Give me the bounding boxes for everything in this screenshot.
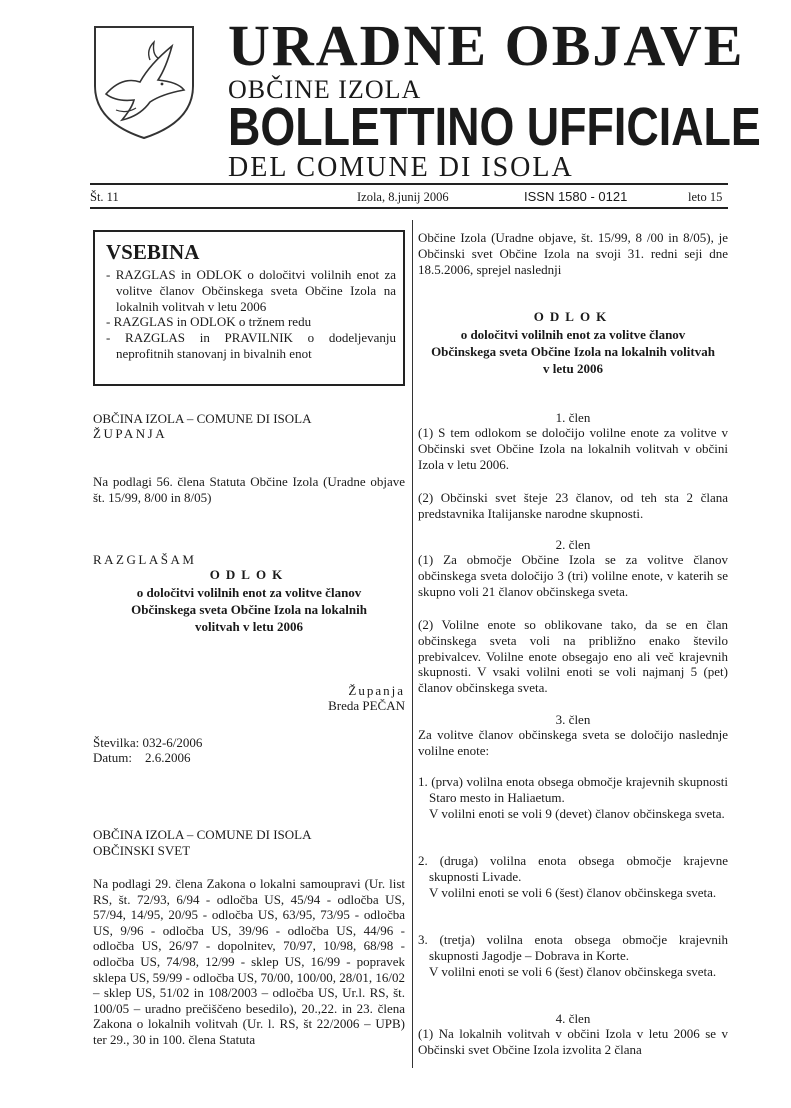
left-intro: Na podlagi 56. člena Statuta Občine Izola (Uradne objave št. 15/99, 8/00 in 8/05) <box>93 474 405 505</box>
municipal-crest-logo <box>92 24 196 141</box>
unit-1-area: 1. (prva) volilna enota obsega območje krajevnih skupnosti Staro mesto in Haliaetum. <box>418 774 728 805</box>
column-divider <box>412 220 413 1068</box>
issue-number: Št. 11 <box>90 190 119 204</box>
masthead-subtitle-sl: OBČINE IZOLA <box>228 75 422 104</box>
issue-year: leto 15 <box>688 190 723 204</box>
issue-place-date: Izola, 8.junij 2006 <box>357 190 449 204</box>
article-4-heading: 4. člen <box>555 1011 591 1026</box>
right-odlok-title: o določitvi volilnih enot za volitve članov Občinskega sveta Občine Izola na lokalnih volitvah v letu 2006 <box>431 327 715 376</box>
left-date: Datum: 2.6.2006 <box>93 750 191 765</box>
left-signer-name: Breda PEČAN <box>328 698 405 713</box>
left-razglasam: RAZGLAŠAM <box>93 552 197 567</box>
right-odlok-heading: ODLOK <box>533 309 613 324</box>
unit-1-members: V volilni enoti se voli 9 (devet) članov občinskega sveta. <box>429 806 725 821</box>
left-org2: OBČINA IZOLA – COMUNE DI ISOLA <box>93 827 312 842</box>
contents-item: - RAZGLAS in ODLOK o tržnem redu <box>106 314 312 330</box>
article-2-heading: 2. člen <box>555 537 591 552</box>
article-2-para-2: (2) Volilne enote so oblikovane tako, da se en član občinskega sveta voli na približno enako število prebivalcev. Volilne enote obsegajo eno ali več krajevnih skupnosti. V vsaki volilni enoti se voli najmanj 5 (pet) članov občinskega sveta. <box>418 617 728 696</box>
header-rule-top <box>90 183 728 185</box>
contents-item: - RAZGLAS in PRAVILNIK o dodeljevanju neprofitnih stanovanj in bivalnih enot <box>106 330 396 361</box>
left-org1: OBČINA IZOLA – COMUNE DI ISOLA <box>93 411 312 426</box>
article-4-para-1: (1) Na lokalnih volitvah v občini Izola v letu 2006 se v Občinski svet Občine Izola izvolita 2 člana <box>418 1026 728 1057</box>
unit-2-members: V volilni enoti se voli 6 (šest) članov občinskega sveta. <box>429 885 717 900</box>
left-number: Številka: 032-6/2006 <box>93 735 203 750</box>
masthead-subtitle-it: DEL COMUNE DI ISOLA <box>228 152 574 183</box>
unit-3-members: V volilni enoti se voli 6 (šest) članov občinskega sveta. <box>429 964 717 979</box>
left-odlok-heading: ODLOK <box>209 567 289 582</box>
left-org2-sub: OBČINSKI SVET <box>93 843 191 858</box>
article-3-heading: 3. člen <box>555 712 591 727</box>
article-2-para-1: (1) Za območje Občine Izola se za volitve članov občinskega sveta določijo 3 (tri) volilne enote, v katerih se skupno voli 21 članov občinskega sveta. <box>418 552 728 599</box>
masthead-title-it: BOLLETTINO UFFICIALE <box>228 97 761 157</box>
article-1-heading: 1. člen <box>555 410 591 425</box>
header-rule-bottom <box>90 207 728 209</box>
right-continuation: Občine Izola (Uradne objave, št. 15/99, 8 /00 in 8/05), je Občinski svet Občine Izola na svoji 31. redni seji dne 18.5.2006, sprejel naslednji <box>418 230 728 277</box>
contents-item: - RAZGLAS in ODLOK o določitvi volilnih enot za volitve članov Občinskega sveta Občine Izola na lokalnih volitvah v letu 2006 <box>106 267 396 314</box>
issue-issn: ISSN 1580 - 0121 <box>524 189 628 204</box>
unit-2-area: 2. (druga) volilna enota obsega območje krajevne skupnosti Livade. <box>418 853 728 884</box>
article-3-intro: Za volitve članov občinskega sveta se določijo naslednje volilne enote: <box>418 727 728 758</box>
contents-list <box>106 267 396 362</box>
left-odlok-title: o določitvi volilnih enot za volitve članov Občinskega sveta Občine Izola na lokalnih volitvah v letu 2006 <box>131 585 367 634</box>
left-legal-basis: Na podlagi 29. člena Zakona o lokalni samoupravi (Ur. list RS, št. 72/93, 6/94 - odločba US, 45/94 - odločba US, 57/94, 14/95, 20/95 - odločba US, 63/95, 73/95 - odločba US, 9/96 - odločba US, 39/96 - odločba US, 44/96 - odločba US, 26/97 - dopolnitev, 70/97, 10/98, 68/98 - odločba US, 74/98, 12/99 - sklep US, 16/99 - popravek sklepa US, 59/99 - odločba US, 70/00, 100/00, 28/01, 16/02 – sklep US, 51/02 in 108/2003 – odločba US, Ur.l. RS, št. 100/05 – uradno prečiščeno besedilo), 20.,22. in 23. člena Zakona o lokalnih volitvah (Ur. l. RS, št 22/2006 – UPB) ter 29., 30 in 100. člena Statuta <box>93 876 405 1047</box>
contents-title: VSEBINA <box>106 240 200 264</box>
article-1-para-2: (2) Občinski svet šteje 23 članov, od teh sta 2 člana predstavnika Italijanske narodne skupnosti. <box>418 490 728 521</box>
masthead-title-sl: URADNE OBJAVE <box>228 13 745 78</box>
left-signer-role: Županja <box>348 683 405 698</box>
left-org1-sub: ŽUPANJA <box>93 426 168 441</box>
unit-3-area: 3. (tretja) volilna enota obsega območje krajevnih skupnosti Jagodje – Dobrava in Korte. <box>418 932 728 963</box>
article-1-para-1: (1) S tem odlokom se določijo volilne enote za volitve v Občinski svet Občine Izola na lokalnih volitvah v občini Izola v letu 2006. <box>418 425 728 472</box>
